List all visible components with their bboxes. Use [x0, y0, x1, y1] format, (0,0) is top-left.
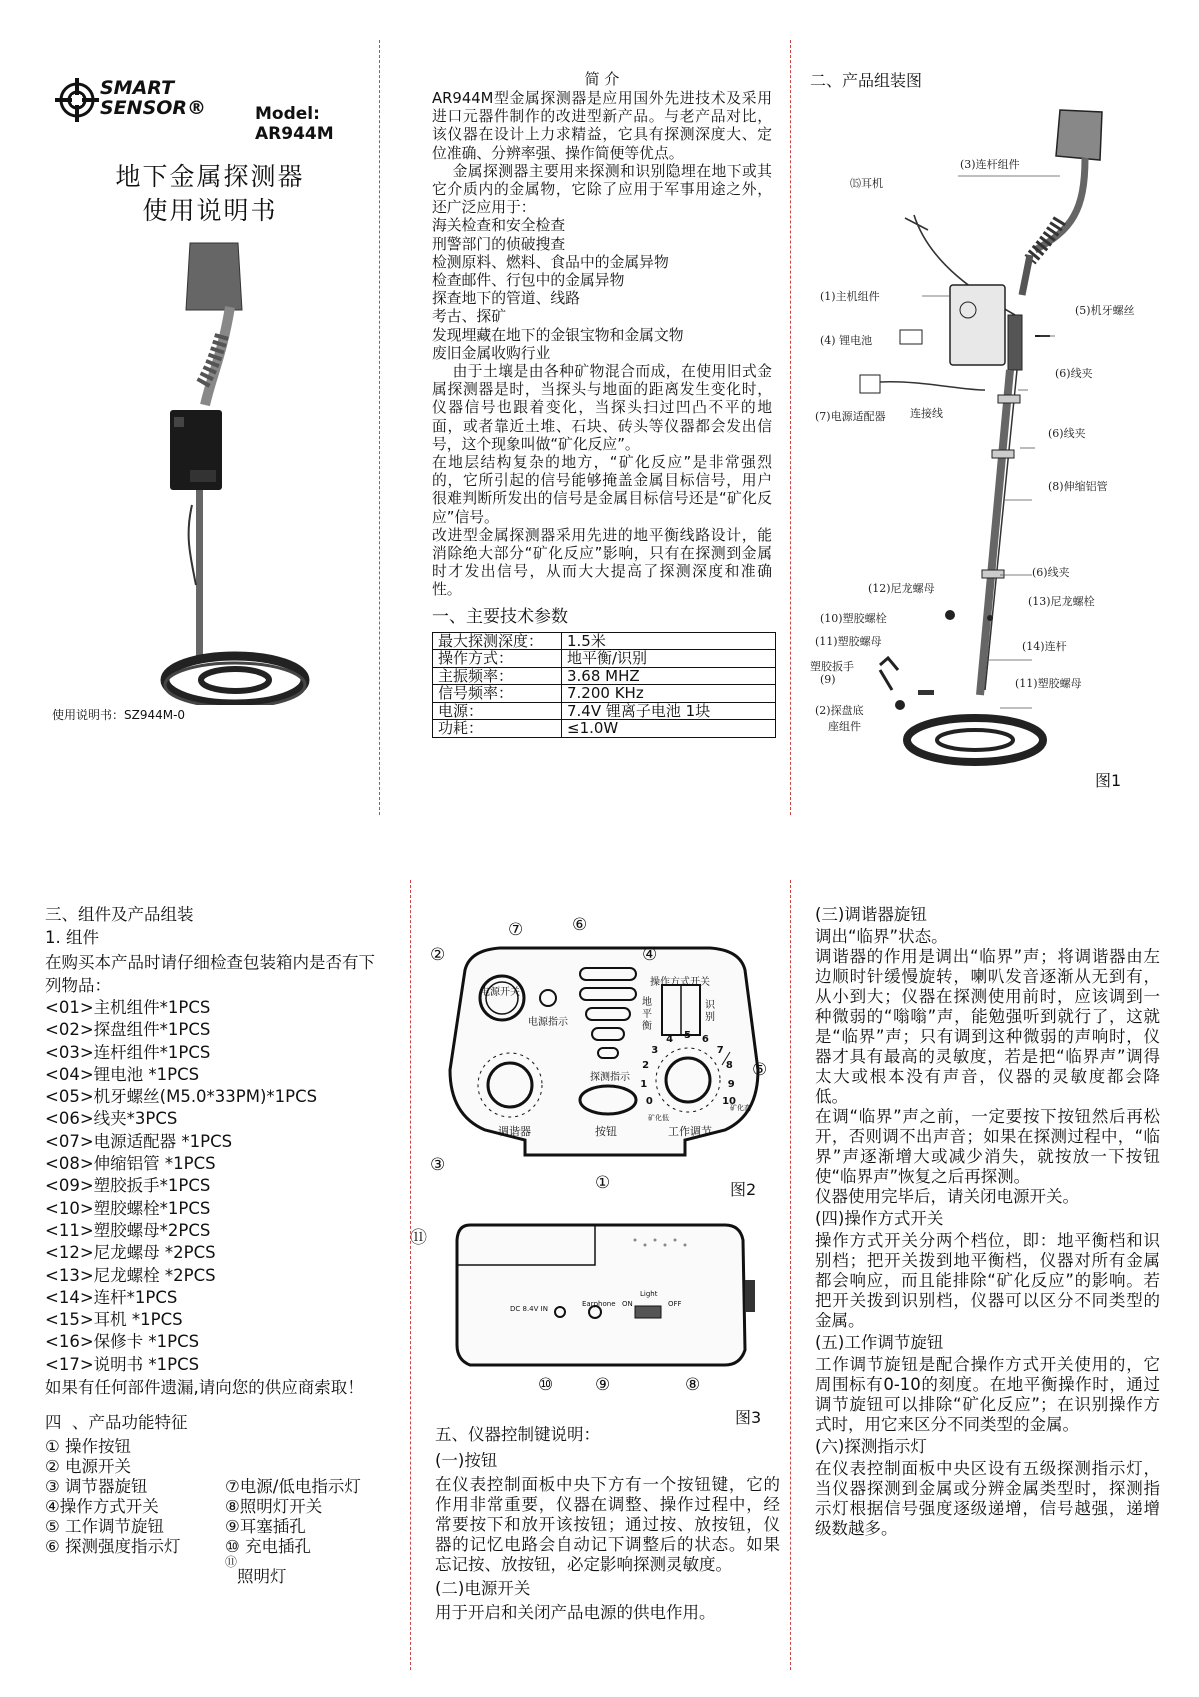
- intro-paragraph: 刑警部门的侦破搜查: [432, 235, 566, 253]
- spec-key: 功耗：: [433, 720, 562, 738]
- features-heading: 四 、产品功能特征: [45, 1413, 188, 1433]
- list-item: <14>连杆*1PCS: [45, 1287, 178, 1307]
- components-intro: 在购买本产品时请仔细检查包装箱内是否有下列物品：: [45, 953, 375, 995]
- intro-paragraph: 金属探测器主要用来探测和识别隐埋在地下或其它介质内的金属物，它除了应用于军事用途之外，还广泛应用于：: [432, 162, 772, 217]
- spec-key: 操作方式：: [433, 650, 562, 668]
- intro-paragraph: AR944M型金属探测器是应用国外先进技术及采用进口元器件制作的改进型新产品。与老产品对比，该仪器在设计上力求精益，它具有探测深度大、定位准确、分辨率强、操作简便等优点。: [432, 90, 772, 162]
- tuner-section-title: (三)调谐器旋钮: [815, 905, 927, 924]
- dial-tick-label: 3: [651, 1044, 659, 1056]
- list-item: <10>塑胶螺栓*1PCS: [45, 1198, 211, 1218]
- list-item: <01>主机组件*1PCS: [45, 998, 211, 1017]
- callout-4: ④: [642, 945, 658, 965]
- feature-item: ④操作方式开关: [45, 1497, 159, 1517]
- column-divider: [790, 880, 791, 1670]
- spec-key: 最大探测深度：: [433, 632, 562, 650]
- button-section-title: (一)按钮: [435, 1451, 498, 1470]
- work-section-text: 工作调节旋钮是配合操作方式开关使用的，它周围标有0-10的刻度。在地平衡操作时，通过调节旋钮可以排除“矿化反应”；在识别操作方式时，用它来区分不同类型的金属。: [815, 1355, 1160, 1434]
- work-section-title: (五)工作调节旋钮: [815, 1333, 944, 1352]
- spec-key: 主振频率：: [433, 667, 562, 685]
- dial-tick-label: 6: [701, 1033, 709, 1045]
- feature-item: 照明灯: [237, 1567, 287, 1587]
- detector-illustration: [130, 235, 340, 705]
- list-item: <07>电源适配器 *1PCS: [45, 1131, 233, 1151]
- intro-section: [432, 70, 772, 738]
- dial-tick-label: 2: [642, 1060, 650, 1072]
- list-item: <12>尼龙螺母 *2PCS: [45, 1243, 216, 1263]
- feature-item: ⑨耳塞插孔: [225, 1517, 306, 1537]
- intro-paragraph: 废旧金属收购行业: [432, 344, 551, 362]
- label-wrench: 塑胶扳手: [810, 660, 854, 673]
- spec-key: 信号频率：: [433, 685, 562, 703]
- label-plastic-nut-1: (11)塑胶螺母: [815, 635, 882, 648]
- dial-tick-label: 10: [722, 1096, 737, 1107]
- spec-row: [433, 720, 776, 738]
- side-panel-diagram: [455, 1220, 765, 1370]
- callout-1: ①: [595, 1173, 611, 1193]
- specs-heading: 一、主要技术参数: [432, 606, 568, 627]
- label-plastic-bolt: (10)塑胶螺栓: [820, 612, 887, 625]
- brand-name: SMART SENSOR®: [100, 77, 207, 119]
- label-clip-3: (6)线夹: [1032, 566, 1070, 579]
- label-nylon-bolt: (13)尼龙螺栓: [1028, 595, 1095, 608]
- spec-key: 电源：: [433, 702, 562, 720]
- intro-paragraph: 发现埋藏在地下的金银宝物和金属文物: [432, 326, 684, 344]
- list-item: <04>锂电池 *1PCS: [45, 1064, 200, 1084]
- intro-body: [432, 90, 772, 600]
- dial-tick-label: 1: [640, 1078, 648, 1090]
- ground-balance-label: 地平衡: [642, 997, 652, 1032]
- intro-paragraph: 海关检查和安全检查: [432, 217, 566, 235]
- callout-2: ②: [430, 945, 446, 965]
- mineral-low-label: 矿化低: [648, 1114, 669, 1122]
- callout-7: ⑦: [508, 920, 524, 940]
- label-clip-2: (6)线夹: [1048, 427, 1086, 440]
- list-item: <11>塑胶螺母*2PCS: [45, 1220, 211, 1240]
- label-nylon-nut: (12)尼龙螺母: [868, 582, 935, 595]
- label-coil-2: 座组件: [828, 720, 861, 733]
- callout-3: ③: [430, 1155, 446, 1175]
- callout-6: ⑥: [572, 915, 588, 935]
- mode-section-text: 操作方式开关分两个档位，即：地平衡档和识别档；把开关拨到地平衡档，仪器对所有金属都会响应，而且能排除“矿化反应”的影响。若把开关拨到识别档，仪器可以区分不同类型的金属。: [815, 1231, 1160, 1330]
- callout-10: ⑩: [538, 1375, 554, 1395]
- spec-value: 7.4V 锂离子电池 1块: [562, 702, 776, 720]
- cover-panel: [50, 70, 380, 800]
- list-item: <08>伸缩铝管 *1PCS: [45, 1154, 216, 1174]
- dial-tick-label: 4: [666, 1033, 674, 1045]
- figure-3-label: 图3: [735, 1408, 762, 1427]
- dial-tick-label: 7: [716, 1044, 724, 1056]
- manual-code: 使用说明书：SZ944M-0: [52, 708, 186, 722]
- feature-item: ⑥ 探测强度指示灯: [45, 1537, 181, 1557]
- feature-item: ① 操作按钮: [45, 1437, 132, 1457]
- label-earphone: ⒂耳机: [850, 177, 883, 190]
- callout-8: ⑧: [685, 1375, 701, 1395]
- list-item: <06>线夹*3PCS: [45, 1109, 178, 1129]
- tuner-label: 调谐器: [498, 1125, 531, 1138]
- label-wrench-num: (9): [820, 673, 836, 686]
- label-screw: (5)机牙螺丝: [1075, 304, 1135, 317]
- mode-switch-label: 操作方式开关: [650, 977, 710, 988]
- intro-paragraph: 由于土壤是由各种矿物混合而成，在使用旧式金属探测器是时，当探头与地面的距离发生变化时，仪器信号也跟着变化，当探头扫过凹凸不平的地面，或者靠近土堆、石块、砖头等仪器都会发出信号，这个现象叫做“矿化反应”。: [432, 363, 772, 453]
- spec-row: [433, 685, 776, 703]
- dial-tick-label: 9: [727, 1078, 735, 1090]
- intro-paragraph: 探查地下的管道、线路: [432, 290, 580, 308]
- mode-section-title: (四)操作方式开关: [815, 1209, 944, 1228]
- label-battery: (4) 锂电池: [820, 334, 873, 347]
- mineral-high-label: 矿化高: [730, 1104, 751, 1112]
- indicator-section-text: 在仪表控制面板中央区设有五级探测指示灯，当仪器探测到金属或分辨金属类型时，探测指示灯根据信号强度逐级递增，信号越强，递增级数越多。: [815, 1459, 1160, 1538]
- label-clip-1: (6)线夹: [1055, 367, 1093, 380]
- label-telescopic-tube: (8)伸缩铝管: [1048, 480, 1108, 493]
- list-item: <02>探盘组件*1PCS: [45, 1020, 211, 1040]
- dc-in-label: DC 8.4V IN: [510, 1305, 548, 1313]
- spec-value: 1.5米: [562, 632, 776, 650]
- list-item: <17>说明书 *1PCS: [45, 1354, 200, 1374]
- feature-item: ⑧照明灯开关: [225, 1497, 323, 1517]
- specs-table: [432, 632, 776, 738]
- dial-tick-label: 5: [684, 1030, 691, 1041]
- assembly-heading: 二、产品组装图: [810, 71, 923, 90]
- figure-2-label: 图2: [730, 1180, 757, 1199]
- assembly-diagram: [810, 90, 1180, 790]
- spec-row: [433, 702, 776, 720]
- components-heading: 三、组件及产品组装: [45, 905, 194, 924]
- list-item: <03>连杆组件*1PCS: [45, 1042, 211, 1062]
- spec-value: 7.200 KHz: [562, 685, 776, 703]
- light-on-label: ON: [622, 1300, 633, 1308]
- controls-section: [410, 905, 780, 1665]
- feature-item: ⑪: [225, 1555, 238, 1570]
- label-coil-1: (2)探盘底: [815, 704, 864, 717]
- label-plastic-nut-2: (11)塑胶螺母: [1015, 677, 1082, 690]
- list-item: <09>塑胶扳手*1PCS: [45, 1176, 211, 1196]
- earphone-label: Earphone: [582, 1300, 616, 1308]
- label-main-unit: (1)主机组件: [820, 290, 880, 303]
- features-list: [45, 1437, 390, 1587]
- list-item: <05>机牙螺丝(M5.0*33PM)*1PCS: [45, 1087, 318, 1107]
- brand-logo-icon: [55, 78, 99, 122]
- tuner-section-text: 调出“临界”状态。 调谐器的作用是调出“临界”声；将调谐器由左边顺时针缓慢旋转，喇叭发音逐渐从无到有，从小到大；仪器在探测使用前时，应该调到一种微弱的“嗡嗡”声，能勉强听到就行了，这就是“临界”声；只有调到这种微弱的声响时，仪器才具有最高的灵敏度，若是把“临界声”调得太大或根本没有声音，仪器的灵敏度都会降低。 在调“临界”声之前，一定要按下按钮然后再松开，否则调不出声音；如果在探测过程中，“临界”声逐渐增大或减少消失，就按放一下按钮使“临界声”恢复之后再探测。 仪器使用完毕后，请关闭电源开关。: [815, 927, 1160, 1206]
- power-switch-label: 电源开关: [480, 987, 520, 998]
- controls-continued: [815, 905, 1160, 1539]
- intro-paragraph: 在地层结构复杂的地方，“矿化反应”是非常强烈的，它所引起的信号能够掩盖金属目标信号，用户很难判断所发出的信号是金属目标信号还是“矿化反应”信号。: [432, 454, 772, 526]
- detect-indicator-label: 探测指示: [590, 1072, 630, 1083]
- power-indicator-label: 电源指示: [528, 1017, 568, 1028]
- button-section-text: 在仪表控制面板中央下方有一个按钮键，它的作用非常重要，仪器在调整、操作过程中，经常要按下和放开该按钮；通过按、放按钮，仪器的记忆电路会自动记下调整后的状态。如果忘记按、放按钮，必定影响探测灵敏度。: [435, 1475, 780, 1574]
- feature-item: ⑤ 工作调节旋钮: [45, 1517, 165, 1537]
- light-label: Light: [640, 1290, 658, 1298]
- column-divider: [410, 880, 411, 1670]
- feature-item: ② 电源开关: [45, 1457, 132, 1477]
- model-number: Model: AR944M: [255, 104, 334, 144]
- spec-row: [433, 632, 776, 650]
- list-item: <16>保修卡 *1PCS: [45, 1332, 200, 1352]
- feature-item: ③ 调节器旋钮: [45, 1477, 148, 1497]
- discriminate-label: 识别: [705, 1000, 715, 1023]
- missing-note: 如果有任何部件遗漏,请向您的供应商索取！: [45, 1378, 364, 1398]
- list-item: <13>尼龙螺栓 *2PCS: [45, 1265, 216, 1285]
- intro-paragraph: 考古、探矿: [432, 308, 506, 326]
- feature-item: ⑦电源/低电指示灯: [225, 1477, 361, 1497]
- spec-row: [433, 667, 776, 685]
- label-connect-cable: 连接线: [910, 407, 943, 420]
- indicator-section-title: (六)探测指示灯: [815, 1437, 927, 1456]
- figure-1-label: 图1: [1095, 771, 1122, 790]
- feature-item: ⑩ 充电插孔: [225, 1537, 312, 1557]
- dial-tick-label: 8: [725, 1060, 733, 1072]
- spec-row: [433, 650, 776, 668]
- label-link-rod: (14)连杆: [1022, 640, 1067, 653]
- intro-heading: 简 介: [584, 70, 620, 88]
- intro-paragraph: 改进型金属探测器采用先进的地平衡线路设计，能消除绝大部分“矿化反应”影响，只有在探测到金属时才发出信号，从而大大提高了探测深度和准确性。: [432, 526, 772, 599]
- power-section-text: 用于开启和关闭产品电源的供电作用。: [435, 1603, 716, 1622]
- intro-paragraph: 检查邮件、行包中的金属异物: [432, 272, 625, 290]
- controls-heading: 五、仪器控制键说明：: [435, 1425, 600, 1444]
- spec-value: ≤1.0W: [562, 720, 776, 738]
- assembly-section: [810, 70, 1180, 800]
- intro-paragraph: 检测原料、燃料、食品中的金属异物: [432, 253, 669, 271]
- list-item: <15>耳机 *1PCS: [45, 1310, 183, 1330]
- callout-11: ⑪: [410, 1228, 427, 1248]
- callout-5: ⑤: [752, 1060, 768, 1080]
- document-title: 地下金属探测器 使用说明书: [115, 162, 305, 225]
- components-list: [45, 997, 390, 1376]
- spec-value: 3.68 MHZ: [562, 667, 776, 685]
- light-off-label: OFF: [668, 1300, 682, 1308]
- work-adjust-label: 工作调节: [668, 1125, 712, 1138]
- label-adapter: (7)电源适配器: [815, 410, 886, 423]
- column-divider: [790, 40, 791, 815]
- components-section: [45, 905, 390, 1587]
- dial-tick-label: 0: [645, 1096, 653, 1107]
- controls-text: [435, 1425, 780, 1623]
- components-sub: 1. 组件: [45, 928, 99, 947]
- power-section-title: (二)电源开关: [435, 1579, 531, 1598]
- spec-value: 地平衡/识别: [562, 650, 776, 668]
- button-label: 按钮: [595, 1125, 617, 1138]
- label-link-rod-assembly: (3)连杆组件: [960, 158, 1020, 171]
- callout-9: ⑨: [595, 1375, 611, 1395]
